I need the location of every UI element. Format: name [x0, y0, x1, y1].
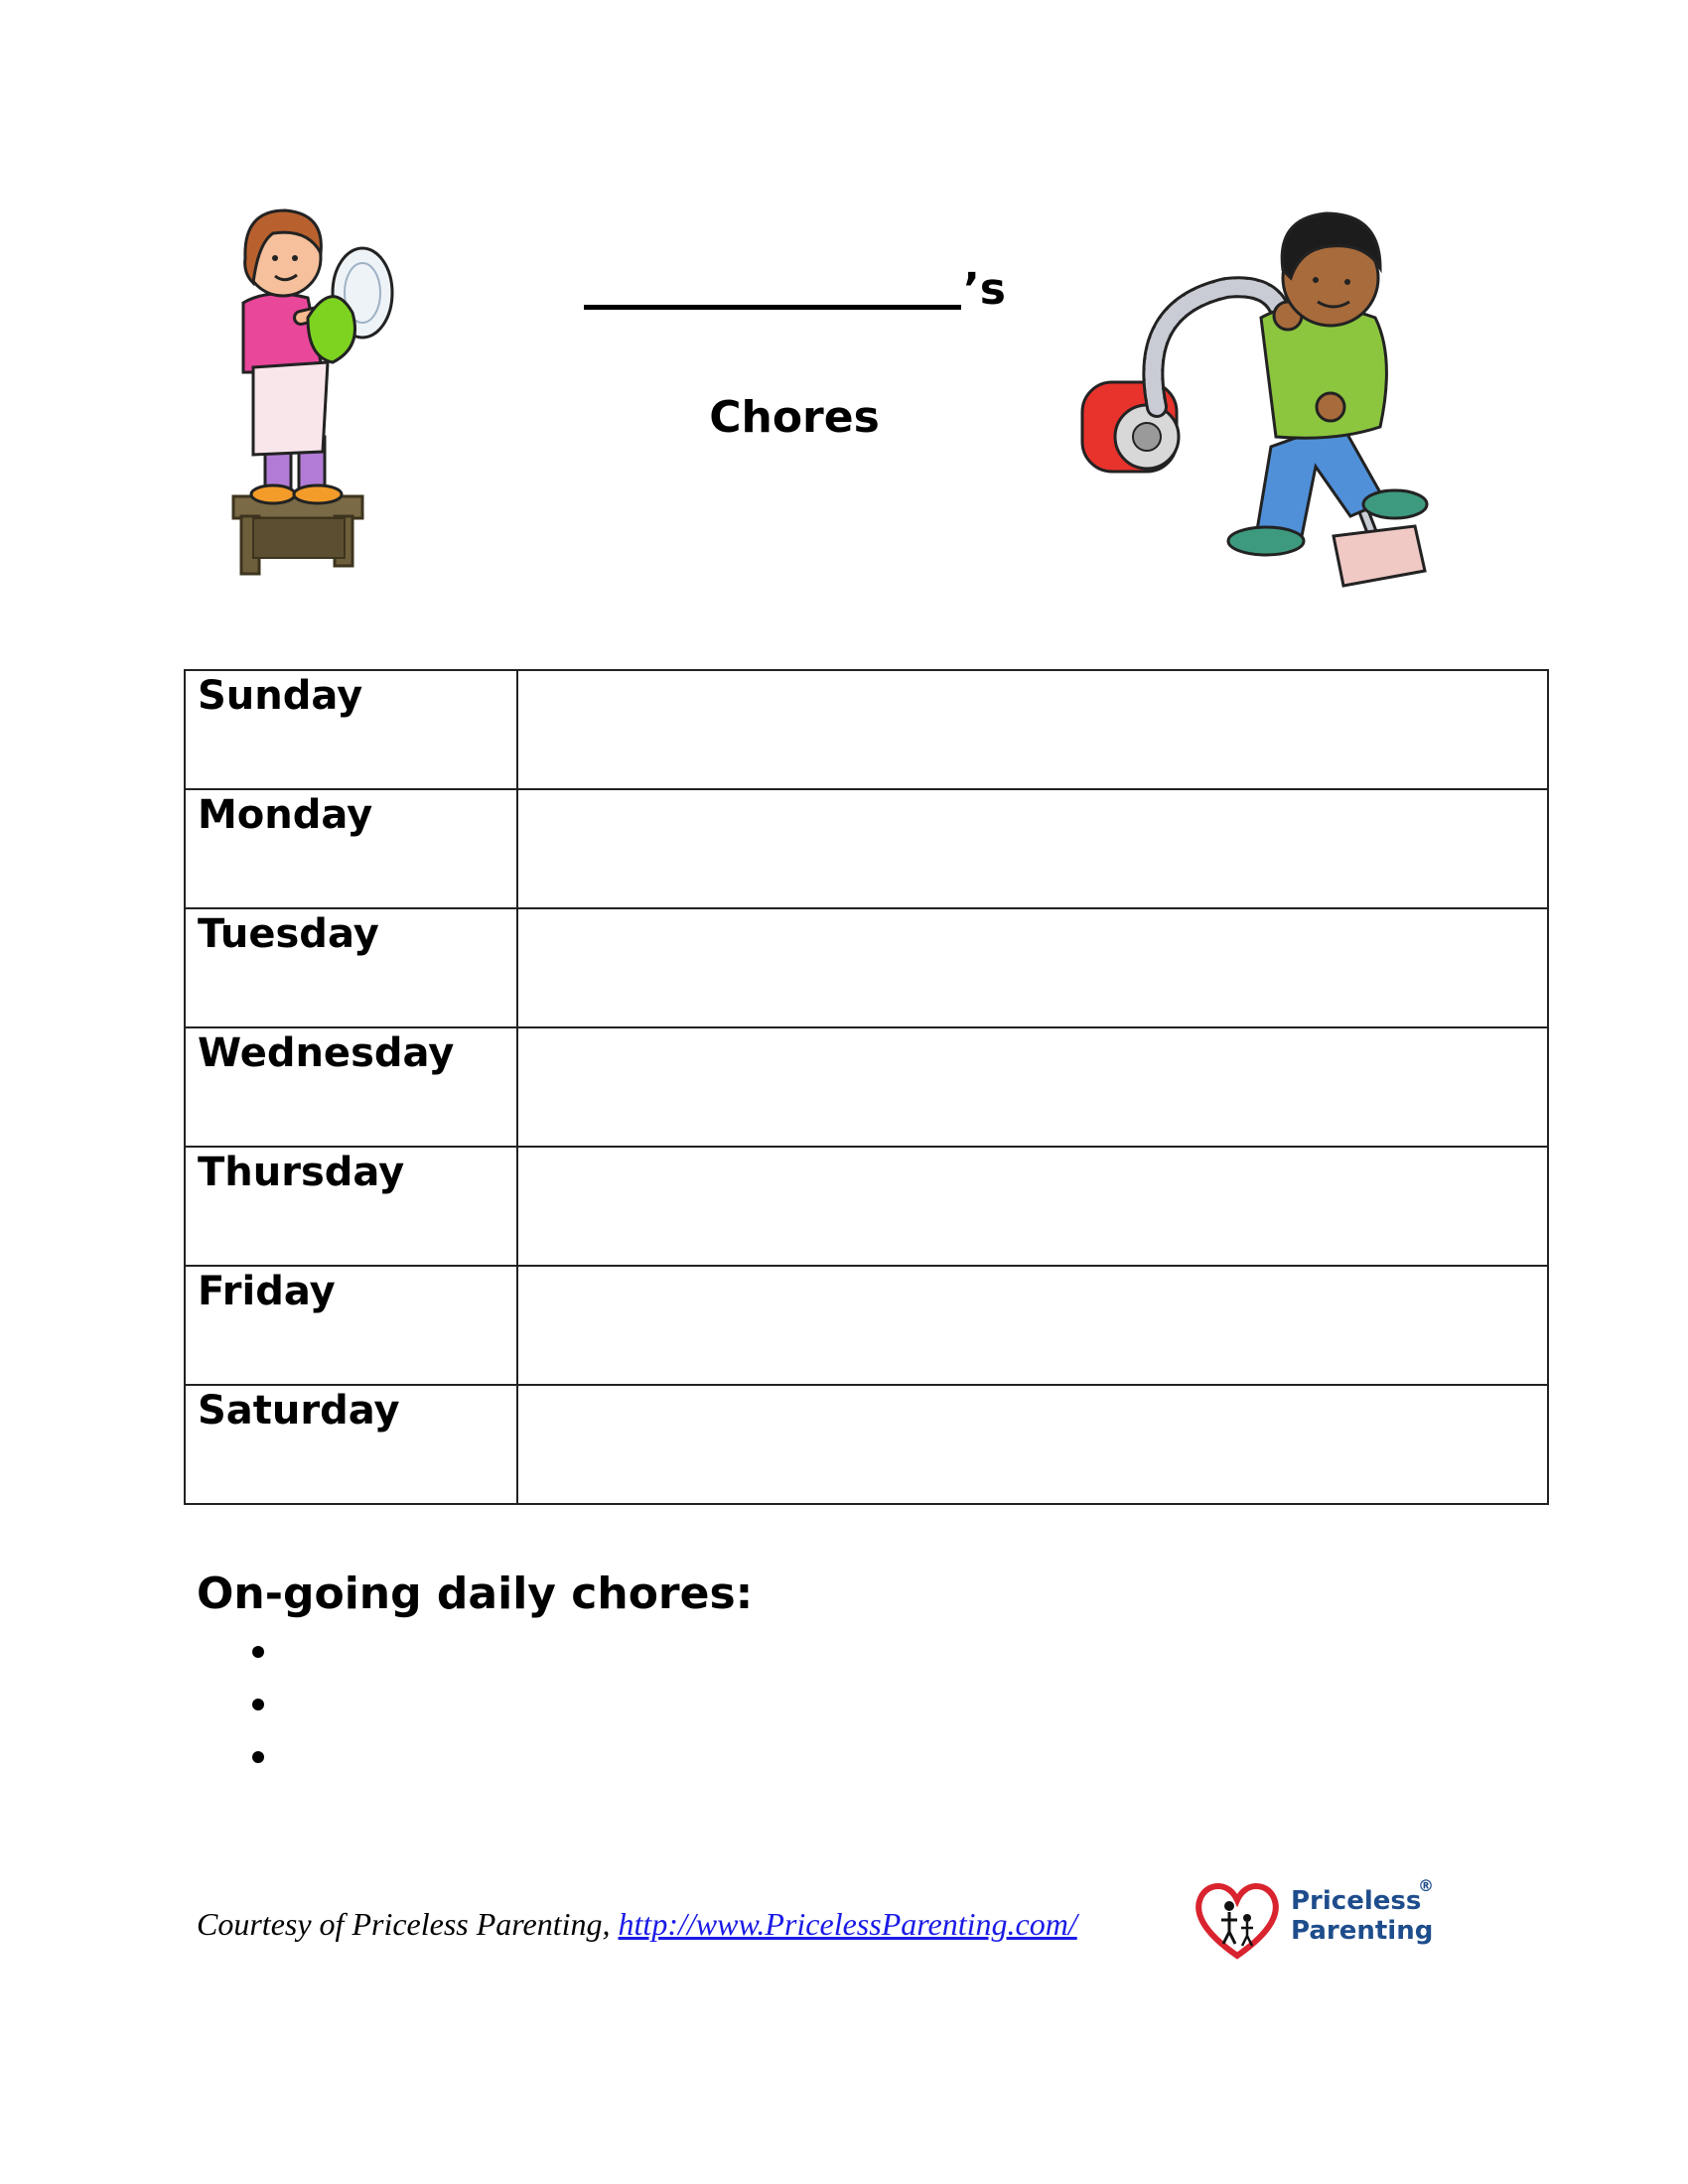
day-cell	[185, 789, 517, 908]
chore-cell[interactable]	[517, 670, 1548, 789]
logo-line1: Priceless	[1291, 1886, 1422, 1916]
table-row	[185, 1266, 1548, 1385]
day-label: Saturday	[198, 1388, 400, 1433]
table-row	[185, 908, 1548, 1027]
list-item[interactable]	[248, 1681, 645, 1733]
weekly-chore-table	[184, 669, 1549, 1505]
day-label: Monday	[198, 792, 373, 838]
day-label: Tuesday	[198, 911, 379, 957]
list-item[interactable]	[248, 1628, 645, 1681]
table-row	[185, 1027, 1548, 1147]
name-blank	[584, 249, 961, 310]
courtesy-text: Courtesy of Priceless Parenting,	[197, 1906, 619, 1942]
day-cell	[185, 1385, 517, 1504]
day-label: Wednesday	[198, 1030, 455, 1076]
day-cell	[185, 670, 517, 789]
registered-mark: ®	[1418, 1876, 1434, 1895]
website-link[interactable]: http://www.PricelessParenting.com/	[618, 1906, 1077, 1942]
table-row	[185, 1385, 1548, 1504]
ongoing-chores-heading: On-going daily chores:	[197, 1569, 754, 1619]
day-label: Sunday	[198, 673, 363, 719]
list-item[interactable]	[248, 1733, 645, 1786]
name-blank-line	[584, 250, 1006, 315]
daily-chores-list	[248, 1628, 645, 1786]
courtesy-line	[197, 1906, 1077, 1943]
heart-family-icon	[1192, 1876, 1283, 1962]
day-label: Friday	[198, 1269, 336, 1314]
chore-cell[interactable]	[517, 1266, 1548, 1385]
day-cell	[185, 908, 517, 1027]
name-suffix: ’s	[963, 264, 1006, 315]
table-row	[185, 789, 1548, 908]
priceless-parenting-logo	[1192, 1876, 1450, 1966]
logo-line2: Parenting	[1291, 1916, 1434, 1946]
day-label: Thursday	[198, 1150, 405, 1195]
girl-washing-dish-icon	[213, 199, 412, 591]
chore-cell[interactable]	[517, 1027, 1548, 1147]
chore-cell[interactable]	[517, 789, 1548, 908]
day-cell	[185, 1266, 517, 1385]
page-title: Chores	[709, 392, 880, 443]
table-row	[185, 1147, 1548, 1266]
day-cell	[185, 1147, 517, 1266]
boy-vacuuming-icon	[1077, 199, 1465, 601]
chore-cell[interactable]	[517, 1147, 1548, 1266]
logo-wordmark	[1291, 1886, 1433, 1946]
chore-cell[interactable]	[517, 1385, 1548, 1504]
day-cell	[185, 1027, 517, 1147]
table-row	[185, 670, 1548, 789]
chore-cell[interactable]	[517, 908, 1548, 1027]
